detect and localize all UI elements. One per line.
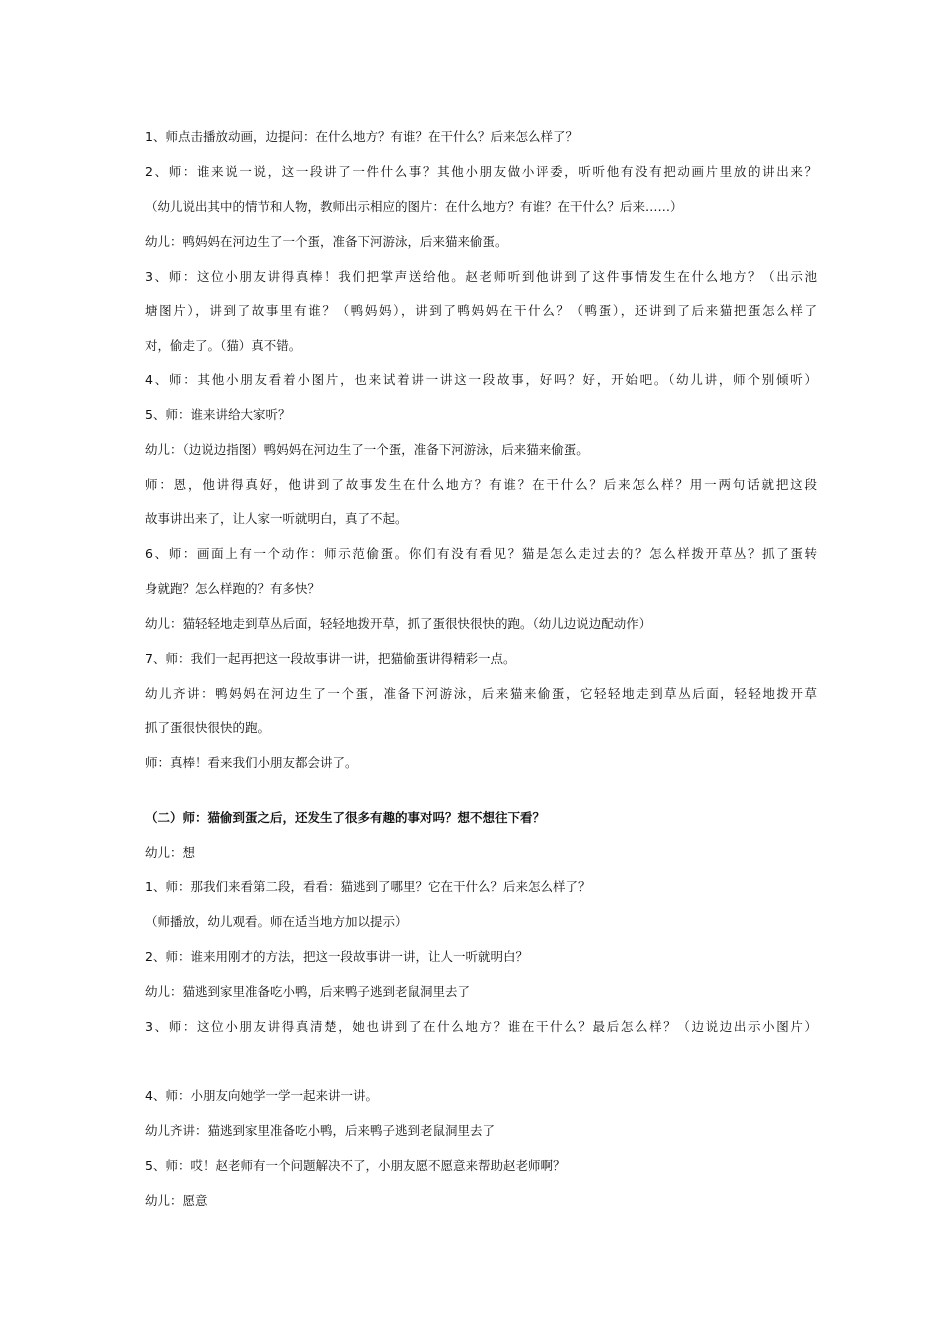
paragraph-line: 幼儿：想 [145, 845, 196, 860]
paragraph-line: 塘图片），讲到了故事里有谁？（鸭妈妈），讲到了鸭妈妈在干什么？（鸭蛋），还讲到了后来猫把蛋怎么样了 [145, 303, 817, 318]
paragraph-line: 幼儿：猫逃到家里准备吃小鸭，后来鸭子逃到老鼠洞里去了 [145, 984, 471, 999]
paragraph-line: 5、师：哎！赵老师有一个问题解决不了，小朋友愿不愿意来帮助赵老师啊？ [145, 1158, 566, 1173]
paragraph-line: 幼儿：鸭妈妈在河边生了一个蛋，准备下河游泳，后来猫来偷蛋。 [145, 234, 508, 249]
paragraph-line: 师：恩，他讲得真好，他讲到了故事发生在什么地方？有谁？在干什么？后来怎么样？用一两句话就把这段 [145, 477, 817, 492]
paragraph-line: 2、师：谁来说一说，这一段讲了一件什么事？其他小朋友做小评委，听听他有没有把动画片里放的讲出来？ [145, 164, 817, 179]
paragraph-line: 3、师：这位小朋友讲得真清楚，她也讲到了在什么地方？谁在干什么？最后怎么样？（边说边出示小图片） [145, 1019, 817, 1034]
paragraph-line: 1、师点击播放动画，边提问：在什么地方？有谁？在干什么？后来怎么样了？ [145, 129, 578, 144]
paragraph-line: 4、师：小朋友向她学一学一起来讲一讲。 [145, 1088, 378, 1103]
paragraph-line: 2、师：谁来用刚才的方法，把这一段故事讲一讲，让人一听就明白？ [145, 949, 528, 964]
paragraph-line: 5、师：谁来讲给大家听？ [145, 407, 291, 422]
paragraph-line: 幼儿：猫轻轻地走到草丛后面，轻轻地拨开草，抓了蛋很快很快的跑。（幼儿边说边配动作） [145, 616, 652, 631]
paragraph-line: 4、师：其他小朋友看着小图片，也来试着讲一讲这一段故事，好吗？好，开始吧。（幼儿讲，师个别倾听） [145, 372, 817, 387]
paragraph-line: 幼儿：（边说边指图）鸭妈妈在河边生了一个蛋，准备下河游泳，后来猫来偷蛋。 [145, 442, 589, 457]
paragraph-line: （师播放，幼儿观看。师在适当地方加以提示） [145, 914, 408, 929]
paragraph-line: 幼儿：愿意 [145, 1193, 208, 1208]
paragraph-line: 抓了蛋很快很快的跑。 [145, 720, 271, 735]
section-heading: （二）师：猫偷到蛋之后，还发生了很多有趣的事对吗？想不想往下看？ [145, 810, 546, 825]
paragraph-line: 故事讲出来了，让人家一听就明白，真了不起。 [145, 511, 408, 526]
paragraph-line: 师：真棒！看来我们小朋友都会讲了。 [145, 755, 358, 770]
paragraph-line: 对，偷走了。（猫）真不错。 [145, 338, 302, 353]
paragraph-line: 身就跑？怎么样跑的？有多快？ [145, 581, 321, 596]
paragraph-line: 幼儿齐讲：猫逃到家里准备吃小鸭，后来鸭子逃到老鼠洞里去了 [145, 1123, 496, 1138]
paragraph-line: 7、师：我们一起再把这一段故事讲一讲，把猫偷蛋讲得精彩一点。 [145, 651, 516, 666]
paragraph-line: 6、师：画面上有一个动作：师示范偷蛋。你们有没有看见？猫是怎么走过去的？怎么样拨开草丛？抓了蛋转 [145, 546, 817, 561]
paragraph-line: 1、师：那我们来看第二段，看看：猫逃到了哪里？它在干什么？后来怎么样了？ [145, 879, 591, 894]
paragraph-line: 3、师：这位小朋友讲得真棒！我们把掌声送给他。赵老师听到他讲到了这件事情发生在什么地方？（出示池 [145, 269, 817, 284]
paragraph-line: 幼儿齐讲：鸭妈妈在河边生了一个蛋，准备下河游泳，后来猫来偷蛋，它轻轻地走到草丛后面，轻轻地拨开草 [145, 686, 817, 701]
paragraph-line: （幼儿说出其中的情节和人物，教师出示相应的图片：在什么地方？有谁？在干什么？后来……） [145, 199, 683, 214]
